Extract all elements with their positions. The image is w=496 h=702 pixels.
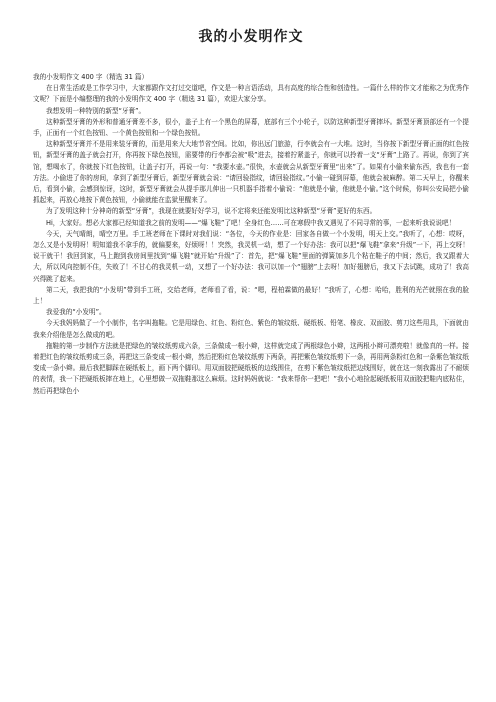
paragraph: Hi，大家好。想必大家都已经知道我之前的发明——“爆飞鞋”了吧！全身红色……可在寒假中我又遇见了不同寻常的事，一起来听我说说吧！ [46, 218, 456, 227]
paragraph: 这种新型牙膏并不是用来装牙膏的，而是用来大大地节省空间。比如，你出远门旅游，行李就会有一大堆。这时，当你按下新型牙膏正面的红色按钮，新型牙膏的盖子就会打开，你再按下绿色按钮，需要带的行李都会被“吸”进去，接着拧紧盖子，你就可以拎着一支“牙膏”上路了。再说，你到了宾馆，想喝水了，你就按下红色按钮，让盖子打开，再说一句：“我要水壶。”很快，水壶就会从新型牙膏里“出来”了。如果有小偷来偷东西，我也有一套方法。小偷进了你的房间，拿到了新型牙膏后，新型牙膏就会说：“请回验指纹，请回验指纹。”小偷一碰到屏幕，他就会被麻醉。第二天早上，你醒来后，看到小偷，会感到惊讶，这时，新型牙膏就会从提手那儿伸出一只机器手指着小偷说：“他就是小偷，他就是小偷。”这个时候，你叫公安局把小偷抓起来，再放心地按下黄色按钮，小偷就能在监狱里醒来了。 [33, 140, 469, 205]
paragraph: 我爱我的“小发明”。 [46, 308, 106, 317]
paragraph: 这种新型牙膏的外形和普通牙膏差不多，很小，盖子上有一个黑色的屏幕，底部有三个小轮子，以防这种新型牙膏摔坏。新型牙膏顶部还有一个提手，正面有一个红色按钮、一个黄色按钮和一个绿色按钮。 [33, 117, 469, 138]
paragraph: 第二天，我把我的“小发明”带到手工班，交给老师，老师看了看，说：“嗯，程柏霖做的最好！”我听了，心想：哈哈，胜利的光芒就照在我的脸上！ [33, 285, 469, 306]
document-title: 我的小发明作文 [198, 29, 304, 45]
document-body [33, 72, 469, 397]
intro-header: 我的小发明作文 400 字（精选 31 篇） [33, 73, 149, 81]
paragraph: 拖鞋的第一步制作方法就是把绿色的皱纹纸剪成六条，三条做成一根小辫，这样就完成了两根绿色小辫，这两根小辫可漂亮啦！就像真的一样。接着把红色的皱纹纸剪成三条，再把这三条变成一根小辫，然后把粉红色皱纹纸剪下两条，再把紫色皱纹纸剪下一条，再用两条粉红色和一条紫色皱纹纸变成一条小辫。最后我把脚踩在硬纸板上，画下两个脚印。用双面胶把硬纸板的边线围住，在剪下紫色皱纹纸把边线围好，就在这一刻我露出了不耐烦的表情，我一下把硬纸板摔在地上，心里想做一双拖鞋那这么麻烦。这时妈妈就说：“我来帮你一把吧！”我小心地捡起硬纸板用双面胶把鞋内底粘住，然后再把绿色小 [33, 341, 469, 395]
paragraph: 我想发明一种特别的新型“牙膏”。 [46, 106, 146, 115]
paragraph: 为了发明这种十分神奇的新型“牙膏”，我现在就要好好学习，说不定将来还能发明比这种新型“牙膏”更好的东西。 [46, 207, 377, 216]
paragraph: 今天我妈妈做了一个小制作，名字叫拖鞋。它是用绿色、红色、粉红色、紫色的皱纹纸、硬纸板、铅笔、橡皮、双面胶、剪刀这些用具，下面就由我来介绍他是怎么做成的吧。 [33, 319, 469, 339]
paragraph: 在日常生活或是工作学习中，大家都跟作文打过交道吧，作文是一种言语活动，具有高度的综合性和创造性。一篇什么样的作文才能称之为优秀作文呢？下面是小编整理的我的小发明作文 400 字（精选 31 篇），欢迎大家分享。 [33, 84, 469, 104]
paragraph: 今天，天气晴朗，晴空万里。手工班老师在下课时对我们说：“各位，今天的作业是：回家各自做一个小发明，明天上交。”我听了，心想：哎呀，怎么又是小发明呀！明知道我不拿手的，就偏要来，好烦呀！！突然，我灵机一动，想了一个好办法：我可以把“爆飞鞋”拿来“升级”一下，再上交呀！说干就干！我回到家，马上跑到我房间里找到“爆飞鞋”就开始“升级”了：首先，把“爆飞鞋”里面的弹簧加多几个粘在鞋子的中间；然后，我又跟着大大，所以风向控制不住，失败了！不甘心的我灵机一动，又想了一个好办法：我可以加一个“翅膀”上去呀！加好翅膀后，我又下去试跳，成功了！我高兴得跳了起来。 [33, 229, 469, 283]
